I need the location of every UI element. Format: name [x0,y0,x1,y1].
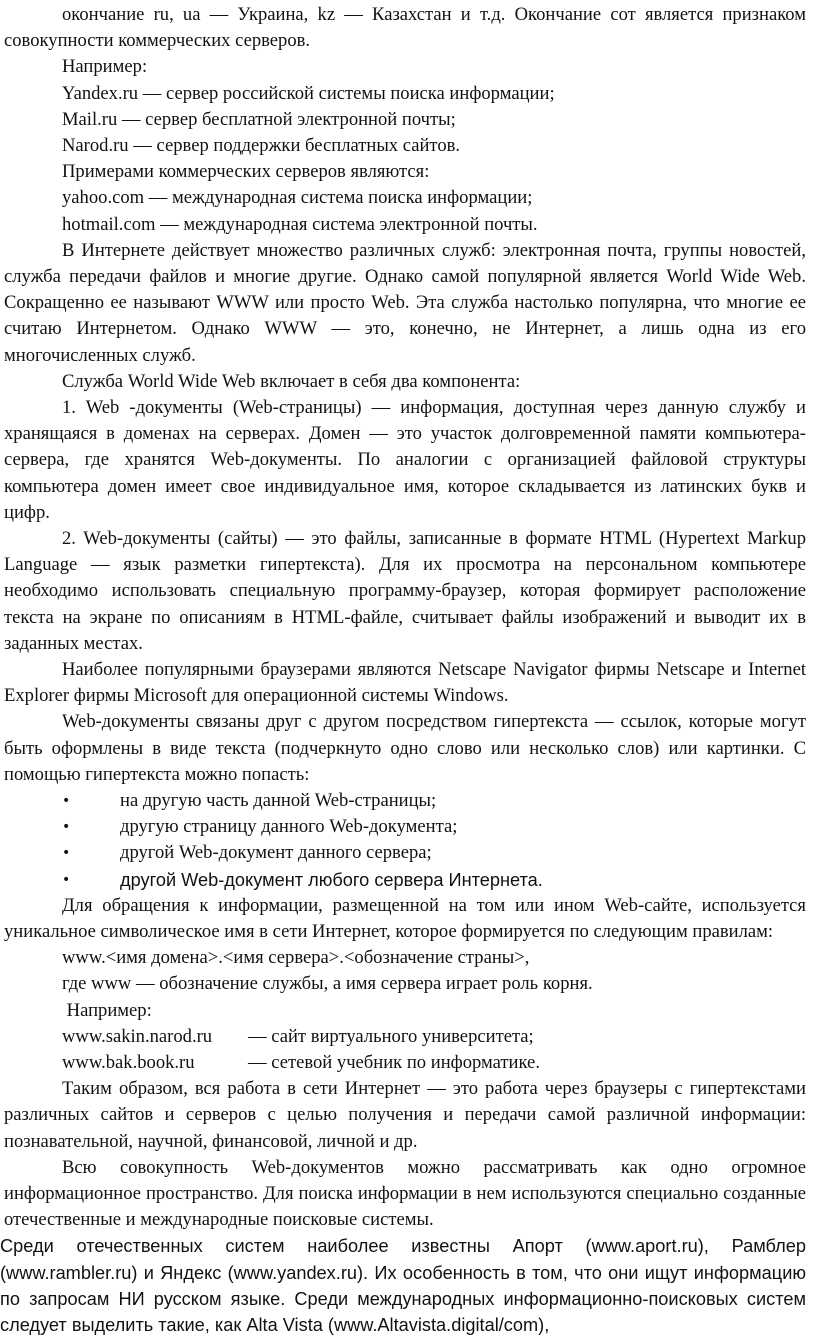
url-row-bak: www.bak.book.ru — сетевой учебник по информатике. [0,1050,816,1076]
example-label-2: Например: [62,999,152,1021]
bullet-icon: • [62,793,71,810]
naming-rule-note: где www — обозначение службы, а имя сервера играет роль корня. [62,973,593,995]
url-text: www.sakin.narod.ru [62,1025,213,1047]
paragraph-services: В Интернете действует множество различных служб: электронная почта, группы новостей, служба передачи файлов и многие другие. Однако самой популярной является World Wide Web. Сокращенно ее называют WWW или просто Web. Эта служба настолько популярна, что многие ее считаю Интернетом. Однако WWW — это, конечно, не Интернет, а лишь одна из его многочисленных служб. [4,239,806,366]
list-item: • другой Web-документ данного сервера; [0,840,816,866]
bullet-icon: • [62,819,71,836]
example-label: Например: [62,56,148,78]
bullet-icon: • [62,871,71,888]
paragraph-hypertext: Web-документы связаны друг с другом посредством гипертекста — ссылок, которые могут быть оформлены в виде текста (подчеркнуто одно слово или несколько слов) или картинки. С помощью гипертекста можно попасть: [4,711,806,785]
naming-rule: www.<имя домена>.<имя сервера>.<обозначение страны>, [62,947,530,969]
paragraph-web-documents: 1. Web -документы (Web-страницы) — информация, доступная через данную службу и хранящаяся в доменах на серверах. Домен — это участок долговременной памяти компьютера-сервера, где хранятся Web-документы. По аналогии с организацией файловой структуры компьютера домен имеет свое индивидуальное имя, которое складывается из латинских букв и цифр. [4,397,806,523]
example-yahoo: yahoo.com — международная система поиска информации; [62,187,533,209]
url-text: www.bak.book.ru [62,1052,195,1074]
paragraph-html: 2. Web-документы (сайты) — это файлы, записанные в формате HTML (Hypertext Markup Language — язык разметки гипертекста). Для их просмотра на персональном компьютере необходимо использовать специальную программу-браузер, которая формирует расположение текста на экране по описаниям в HTML-файле, считывает файлы изображений и выводит их в заданных местах. [4,528,806,654]
paragraph-www-components: Служба World Wide Web включает в себя два компонента: [62,370,521,392]
list-item: • другой Web-документ любого сервера Интернета. [0,867,816,893]
list-item: • на другую часть данной Web-страницы; [0,788,816,814]
list-item: • другую страницу данного Web-документа; [0,814,816,840]
bullet-icon: • [62,845,71,862]
paragraph-info-space: Всю совокупность Web-документов можно рассматривать как одно огромное информационное пространство. Для поиска информации в нем используются специально созданные отечественные и международные поисковые системы. [4,1156,806,1231]
example-mail: Mail.ru — сервер бесплатной электронной почты; [62,108,456,130]
url-row-sakin: www.sakin.narod.ru — сайт виртуального университета; [0,1024,816,1050]
paragraph-search-systems: Среди отечественных систем наиболее известны Апорт (www.aport.ru), Рамблер (www.rambler.ru) и Яндекс (www.yandex.ru). Их особенность в том, что они ищут информацию по запросам НИ русском языке. Среди международных информационно-поисковых систем следует выделить такие, как Alta Vista (www.Altavista.digital/com), [0,1236,806,1336]
example-hotmail: hotmail.com — международная система электронной почты. [62,213,538,235]
commercial-label: Примерами коммерческих серверов являются: [62,161,430,183]
paragraph-domain-endings: окончание ru, ua — Украина, kz — Казахстан и т.д. Окончание сот является признаком совокупности коммерческих серверов. [4,4,806,52]
example-yandex: Yandex.ru — сервер российской системы поиска информации; [62,82,555,104]
bullet-list [0,788,816,893]
example-narod: Narod.ru — сервер поддержки бесплатных сайтов. [62,135,461,157]
paragraph-summary: Таким образом, вся работа в сети Интернет — это работа через браузеры с гипертекстами различных сайтов и серверов с целью получения и передачи самой различной информации: познавательной, научной, финансовой, личной и др. [4,1078,806,1152]
paragraph-browsers: Наиболее популярными браузерами являются Netscape Navigator фирмы Netscape и Internet Explorer фирмы Microsoft для операционной системы Windows. [4,659,806,707]
paragraph-naming-rules: Для обращения к информации, размещенной на том или ином Web-сайте, используется уникальное символическое имя в сети Интернет, которое формируется по следующим правилам: [4,894,806,943]
